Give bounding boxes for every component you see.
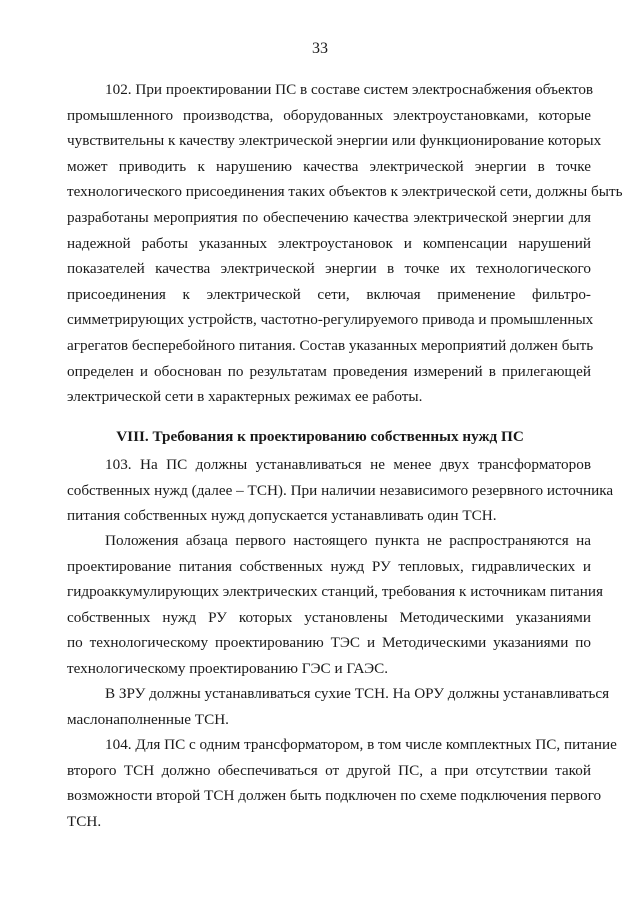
text-line: возможности второй ТСН должен быть подключен по схеме подключения первого bbox=[67, 787, 602, 805]
text-line: маслонаполненные ТСН. bbox=[67, 710, 229, 728]
text-line: 104. Для ПС с одним трансформатором, в том числе комплектных ПС, питание bbox=[105, 736, 617, 753]
text-line: симметрирующих устройств, частотно-регулируемого привода и промышленных bbox=[67, 311, 594, 329]
paragraph-103 bbox=[67, 452, 614, 529]
text-line: 102. При проектировании ПС в составе систем электроснабжения объектов bbox=[105, 81, 594, 98]
text-line: показателей качества электрической энергии в точке их технологического bbox=[67, 260, 591, 278]
text-line: по технологическому проектированию ТЭС и Методическими указаниями по bbox=[67, 634, 591, 652]
text-line: чувствительны к качеству электрической энергии или функционирование которых bbox=[67, 132, 602, 150]
text-line: промышленного производства, оборудованных электроустановками, которые bbox=[67, 106, 591, 124]
text-line: технологическому проектированию ГЭС и ГАЭС. bbox=[67, 659, 389, 677]
text-line: разработаны мероприятия по обеспечению качества электрической энергии для bbox=[67, 208, 591, 226]
page-number: 33 bbox=[312, 40, 328, 57]
text-line: электрической сети в характерных режимах ее работы. bbox=[67, 388, 423, 406]
text-line: В ЗРУ должны устанавливаться сухие ТСН. На ОРУ должны устанавливаться bbox=[105, 685, 610, 702]
paragraph-102 bbox=[67, 77, 623, 410]
text-line: собственных нужд (далее – ТСН). При наличии независимого резервного источника bbox=[67, 481, 614, 499]
text-line: присоединения к электрической сети, включая применение фильтро- bbox=[67, 285, 591, 303]
text-line: гидроаккумулирующих электрических станций, требования к источникам питания bbox=[67, 583, 603, 601]
text-line: проектирование питания собственных нужд РУ тепловых, гидравлических и bbox=[67, 557, 591, 575]
text-line: Положения абзаца первого настоящего пункта не распространяются на bbox=[105, 532, 591, 549]
text-line: определен и обоснован по результатам проведения измерений в прилегающей bbox=[67, 362, 591, 380]
paragraph-103-third bbox=[67, 681, 610, 732]
text-line: питания собственных нужд допускается устанавливать один ТСН. bbox=[67, 507, 497, 525]
section-heading: VIII. Требования к проектированию собственных нужд ПС bbox=[116, 428, 524, 445]
text-line: собственных нужд РУ которых установлены Методическими указаниями bbox=[67, 608, 591, 626]
text-line: надежной работы указанных электроустановок и компенсации нарушений bbox=[67, 234, 591, 252]
text-line: агрегатов бесперебойного питания. Состав указанных мероприятий должен быть bbox=[67, 336, 594, 354]
paragraph-103-second bbox=[67, 528, 603, 682]
paragraph-104 bbox=[67, 732, 617, 834]
text-line: второго ТСН должно обеспечиваться от другой ПС, а при отсутствии такой bbox=[67, 761, 591, 779]
text-line: 103. На ПС должны устанавливаться не менее двух трансформаторов bbox=[105, 456, 591, 473]
text-line: может приводить к нарушению качества электрической энергии в точке bbox=[67, 157, 591, 175]
text-line: технологического присоединения таких объектов к электрической сети, должны быть bbox=[67, 183, 623, 201]
text-line: ТСН. bbox=[67, 812, 102, 830]
